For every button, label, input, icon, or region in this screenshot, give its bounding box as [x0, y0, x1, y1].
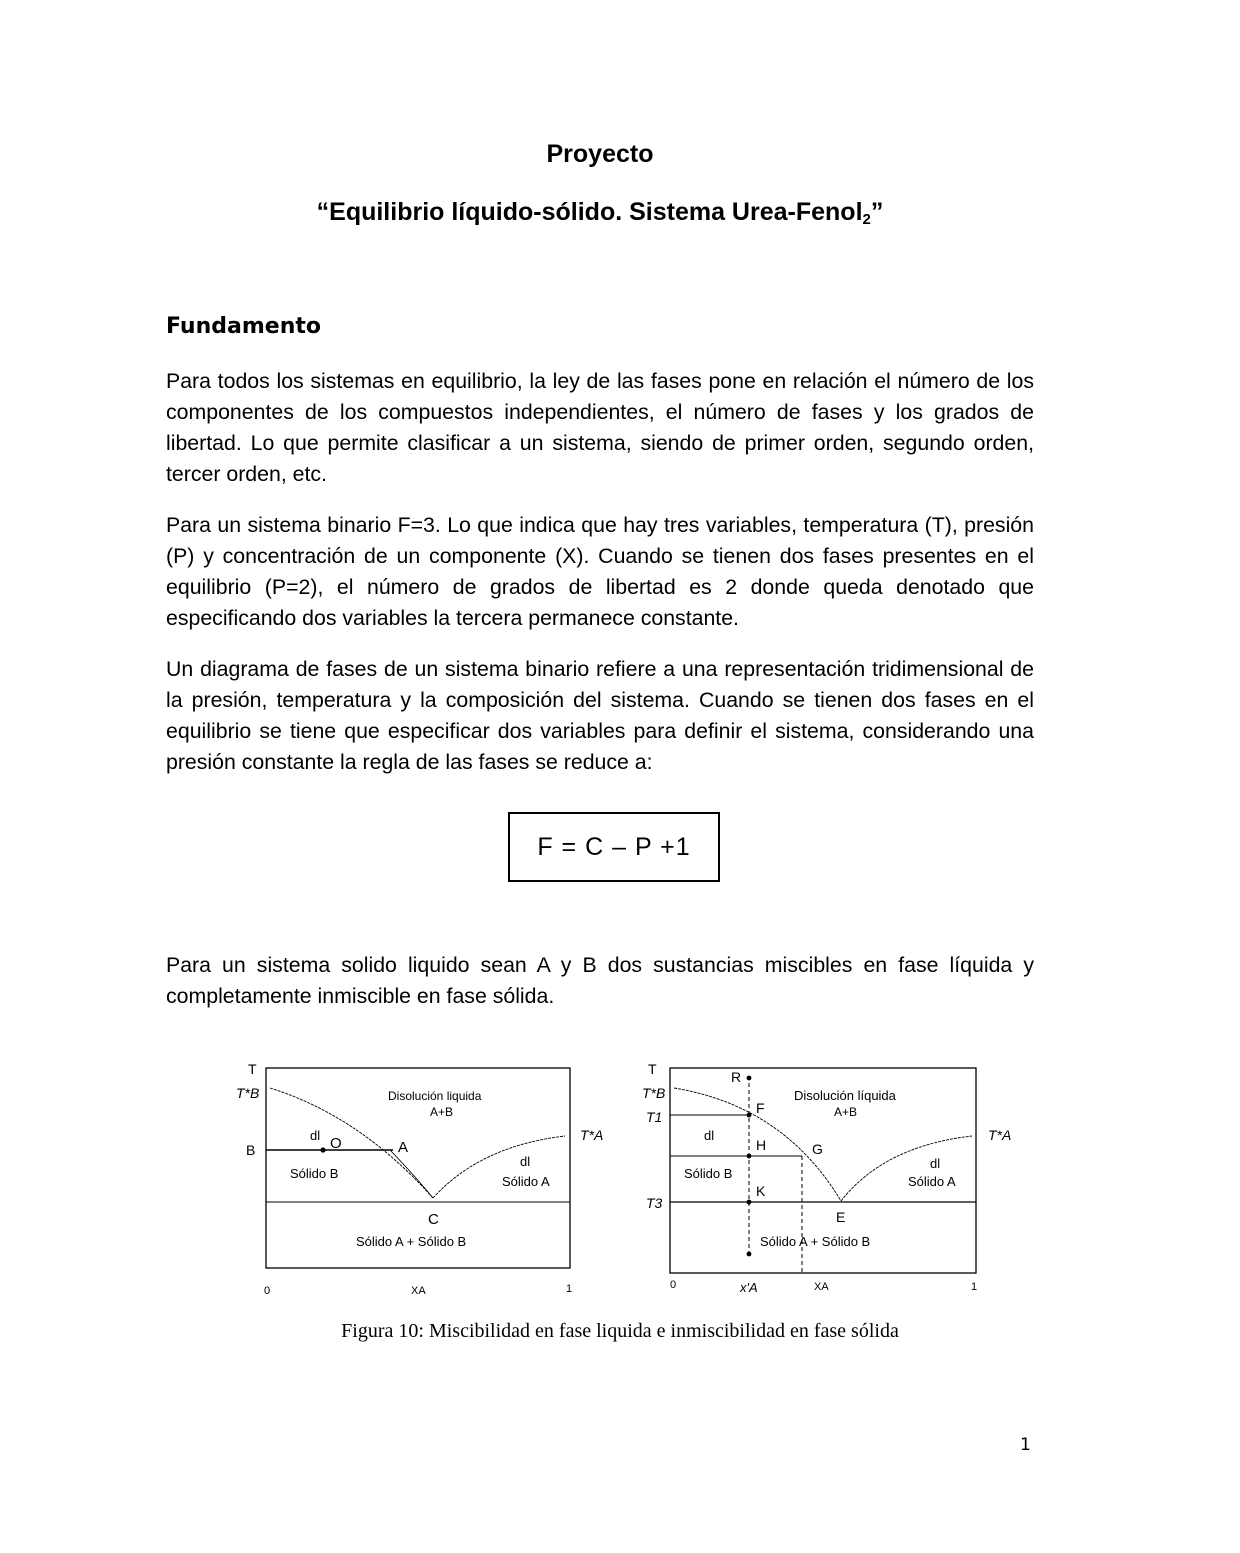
left-tb-star-label: T*B: [236, 1085, 260, 1101]
right-xa-prime: x'A: [740, 1280, 758, 1295]
left-ta-star-label: T*A: [580, 1127, 604, 1143]
figure-caption: Figura 10: Miscibilidad en fase liquida e inmiscibilidad en fase sólida: [341, 1320, 899, 1342]
right-region-liquid-1: Disolución líquida: [794, 1088, 896, 1103]
right-region-liquid-2: A+B: [834, 1105, 858, 1119]
paragraph-4: Para un sistema solido liquido sean A y B dos sustancias miscibles en fase líquida y completamente inmiscible en fase sólida.: [166, 953, 1034, 1008]
left-point-o: O: [330, 1135, 342, 1152]
left-b-label: B: [246, 1142, 256, 1158]
right-point-f-dot: [747, 1113, 752, 1118]
left-point-a: A: [398, 1139, 409, 1156]
left-dl-label: dl: [310, 1128, 321, 1143]
right-bottom-dot: [747, 1252, 752, 1257]
page-number: 1: [1020, 1435, 1031, 1455]
left-xa: XA: [411, 1285, 426, 1297]
formula-box: [508, 812, 720, 882]
subtitle-subscript: 2: [862, 211, 871, 228]
right-point-k-dot: [747, 1200, 752, 1205]
left-liquidus-b: [270, 1088, 433, 1198]
right-solid-ab: Sólido A + Sólido B: [760, 1234, 871, 1249]
right-dl-left: dl: [704, 1128, 715, 1143]
right-dl-right: dl: [930, 1156, 941, 1171]
right-t1-label: T1: [646, 1109, 663, 1125]
phase-diagram-left: [230, 1056, 604, 1306]
formula-text: F = C – P +1: [537, 832, 691, 861]
left-x1: 1: [566, 1283, 573, 1295]
right-liquidus-a: [841, 1136, 972, 1201]
left-point-o-dot: [320, 1147, 325, 1152]
right-solid-a: Sólido A: [908, 1174, 956, 1189]
right-point-k: K: [756, 1183, 766, 1199]
paragraph-3: Un diagrama de fases de un sistema binario refiere a una representación tridimensional de la presión, temperatura y la composición del sistema. Cuando se tienen dos fases en el equilibrio se tiene que especificar dos variables para definir el sistema, considerando una presión constante la regla de las fases se reduce a:: [166, 657, 1034, 774]
document-title: Proyecto: [546, 140, 654, 168]
right-point-h-dot: [747, 1154, 752, 1159]
right-solid-b: Sólido B: [684, 1166, 733, 1181]
right-tb-star-label: T*B: [642, 1085, 666, 1101]
phase-diagram-right: [634, 1056, 1024, 1306]
paragraph-1: Para todos los sistemas en equilibrio, la ley de las fases pone en relación el número de los componentes de los compuestos independientes, el número de fases y los grados de libertad. Lo que permite clasificar a un sistema, siendo de primer orden, segundo orden, tercer orden, etc.: [166, 369, 1034, 486]
left-solid-b: Sólido B: [290, 1166, 339, 1181]
right-point-r: R: [731, 1069, 742, 1085]
right-point-r-dot: [747, 1076, 752, 1081]
left-solid-a: Sólido A: [502, 1174, 550, 1189]
left-dl-right: dl: [520, 1154, 531, 1169]
paragraph-2: Para un sistema binario F=3. Lo que indica que hay tres variables, temperatura (T), presión (P) y concentración de un componente (X). Cuando se tienen dos fases presentes en el equilibrio (P=2), el número de grados de libertad es 2 donde queda denotado que especificando dos variables la tercera permanece constante.: [166, 513, 1034, 630]
left-region-liquid-2: A+B: [430, 1105, 454, 1119]
subtitle-text: “Equilibrio líquido-sólido. Sistema Urea-Fenol: [316, 198, 863, 226]
left-point-c: C: [428, 1211, 439, 1228]
right-point-e: E: [836, 1209, 846, 1225]
left-solid-ab: Sólido A + Sólido B: [356, 1234, 467, 1249]
left-y-axis-label: T: [248, 1061, 257, 1077]
document-subtitle: [0, 198, 1200, 228]
right-xa: XA: [814, 1281, 829, 1293]
right-y-axis-label: T: [648, 1061, 657, 1077]
section-heading: Fundamento: [166, 314, 321, 339]
right-point-h: H: [756, 1137, 767, 1153]
right-x0: 0: [670, 1279, 677, 1291]
left-x0: 0: [264, 1285, 271, 1297]
subtitle-close-quote: ”: [870, 198, 884, 226]
right-ta-star-label: T*A: [988, 1127, 1012, 1143]
left-liquidus-b-low: [390, 1150, 433, 1198]
right-x1: 1: [971, 1281, 978, 1293]
left-region-liquid-1: Disolución liquida: [388, 1089, 482, 1103]
right-point-g: G: [812, 1141, 823, 1157]
right-t3-label: T3: [646, 1195, 663, 1211]
right-point-f: F: [756, 1100, 765, 1116]
